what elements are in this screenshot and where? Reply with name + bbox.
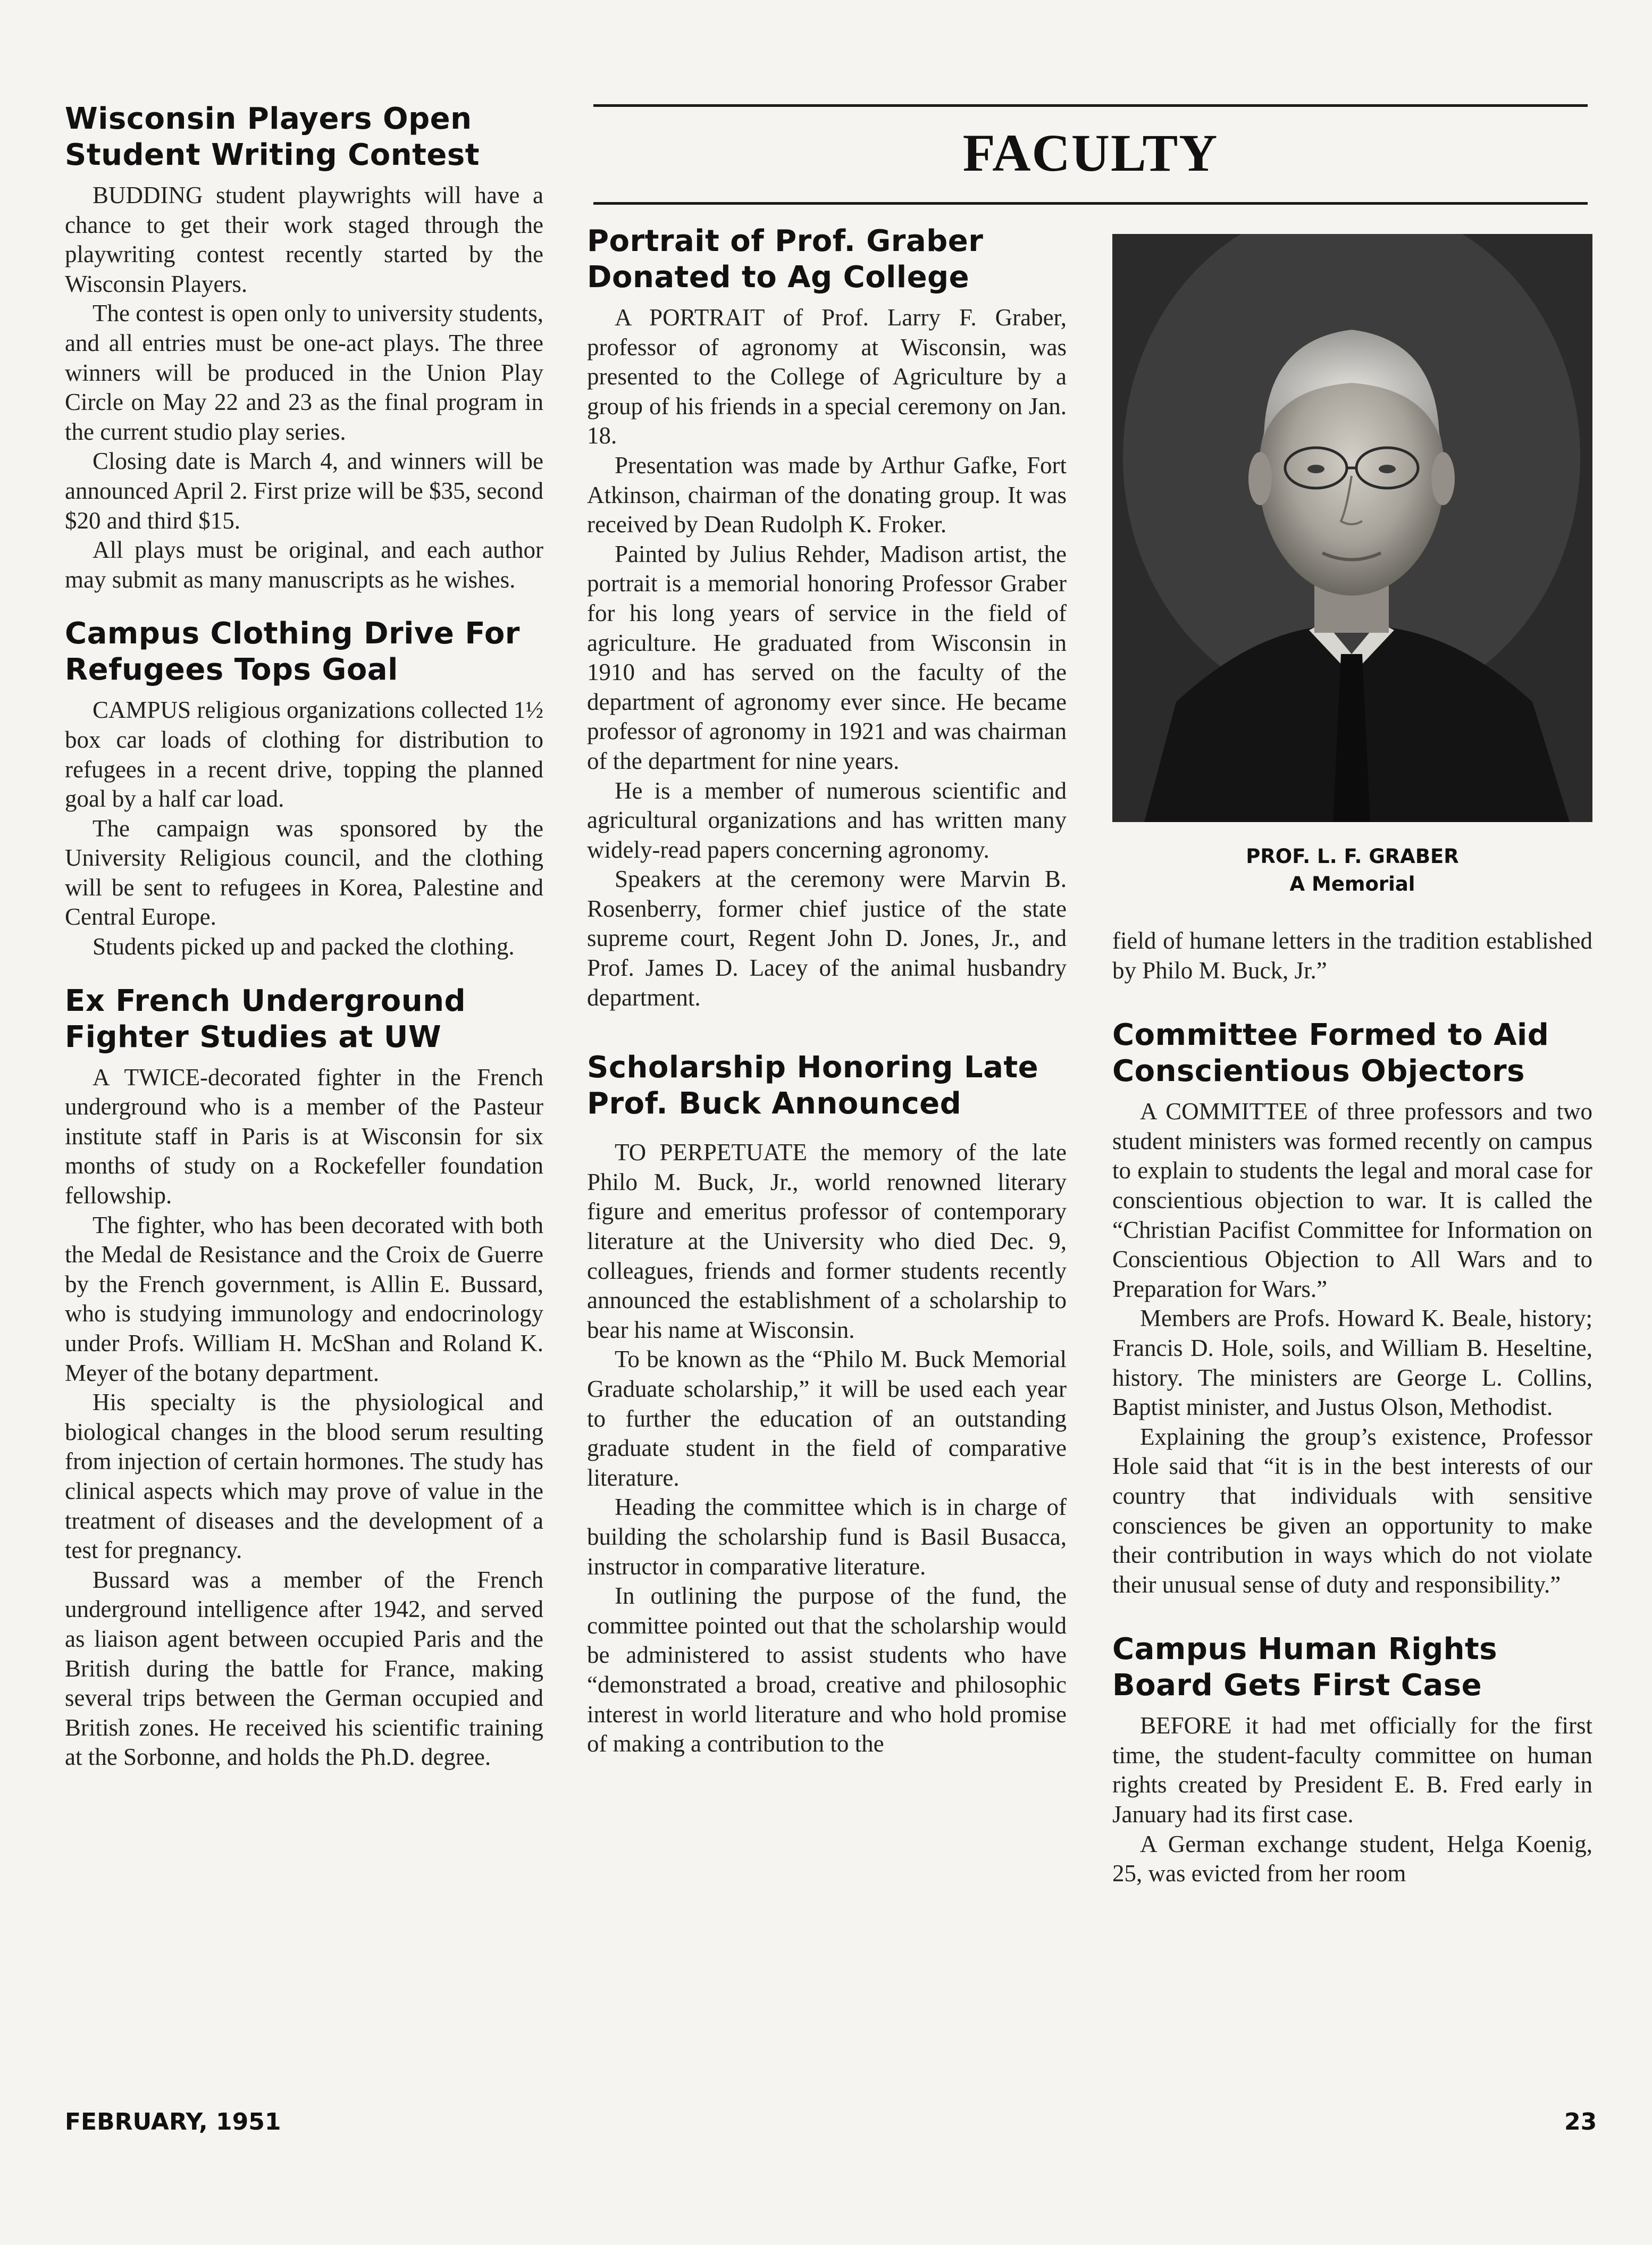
paragraph: TO PERPETUATE the memory of the late Philo M. Buck, Jr., world renowned literary figure and emeritus professor of contemporary literature at the University who died Dec. 9, colleagues, friends and former students recently announced the establishment of a scholarship to bear his name at Wisconsin. [587,1139,1067,1343]
paragraph: Painted by Julius Rehder, Madison artist, the portrait is a memorial honoring Professor Graber for his long years of service in the field of agriculture. He graduated from Wisconsin in 1910 and has served on the faculty of the department of agronomy ever since. He became professor of agronomy in 1921 and was chairman of the department for nine years. [587,540,1067,774]
portrait-illustration [1112,234,1592,822]
paragraph: Presentation was made by Arthur Gafke, Fort Atkinson, chairman of the donating group. It was received by Dean Rudolph K. Froker. [587,451,1067,538]
paragraph: Closing date is March 4, and winners will be announced April 2. First prize will be $35, second $20 and third $15. [65,448,543,534]
paragraph: Bussard was a member of the French underground intelligence after 1942, and served as liaison agent between occupied Paris and the British during the battle for France, making several trips between the German occupied and British zones. He received his scientific training at the Sorbonne, and holds the Ph.D. degree. [65,1566,543,1771]
paragraph: He is a member of numerous scientific and agricultural organizations and has written many widely-read papers concerning agronomy. [587,777,1067,863]
paragraph: BUDDING student playwrights will have a chance to get their work staged through the playwriting contest recently started by the Wisconsin Players. [65,182,543,297]
article-buck-scholarship [587,1050,1067,1758]
paragraph: The contest is open only to university students, and all entries must be one-act plays. The three winners will be produced in the Union Play Circle on May 22 and 23 as the final program in the current studio play series. [65,300,543,445]
article-clothing-drive [65,616,543,961]
paragraph: A PORTRAIT of Prof. Larry F. Graber, professor of agronomy at Wisconsin, was presented to the College of Agriculture by a group of his friends in a special ceremony on Jan. 18. [587,304,1067,449]
paragraph: Members are Profs. Howard K. Beale, history; Francis D. Hole, soils, and William B. Heseltine, history. The ministers are George L. Collins, Baptist minister, and Justus Olson, Methodist. [1112,1305,1592,1421]
headline: Portrait of Prof. Graber Donated to Ag College [587,224,984,295]
paragraph: Students picked up and packed the clothing. [93,933,515,960]
headline: Campus Human Rights Board Gets First Case [1112,1632,1498,1703]
section-rule-bottom [593,202,1588,205]
article-writing-contest [65,101,543,594]
article-human-rights-board [1112,1631,1592,1889]
headline: Ex French Underground Fighter Studies at UW [65,983,466,1054]
paragraph: Explaining the group’s existence, Professor Hole said that “it is in the best interests of our country that individuals with sensitive consciences be given an opportunity to make their contribution in ways which do not violate their unusual sense of duty and responsibility.” [1112,1423,1592,1598]
article-continuation [1112,926,1592,985]
paragraph: Heading the committee which is in charge of building the scholarship fund is Basil Busacca, instructor in comparative literature. [587,1494,1067,1580]
headline: Campus Clothing Drive For Refugees Tops Goal [65,616,520,688]
article-french-underground [65,983,543,1772]
page-number: 23 [1564,2108,1597,2135]
middle-column [587,223,1067,1780]
left-column [65,101,543,1794]
paragraph: field of humane letters in the tradition established by Philo M. Buck, Jr.” [1112,927,1592,984]
caption-subtitle: A Memorial [1289,873,1415,895]
paragraph: All plays must be original, and each author may submit as many manuscripts as he wishes. [65,537,543,593]
paragraph: The fighter, who has been decorated with both the Medal de Resistance and the Croix de Guerre by the French government, is Allin E. Bussard, who is studying immunology and endocrinology under Profs. William H. McShan and Roland K. Meyer of the botany department. [65,1211,543,1386]
paragraph: CAMPUS religious organizations collected 1½ box car loads of clothing for distribution to refugees in a recent drive, topping the planned goal by a half car load. [65,697,543,812]
portrait-photo [1112,234,1592,822]
paragraph: BEFORE it had met officially for the first time, the student-faculty committee on human rights created by President E. B. Fred early in January had its first case. [1112,1712,1592,1828]
paragraph: A German exchange student, Helga Koenig, 25, was evicted from her room [1112,1830,1592,1887]
headline: Scholarship Honoring Late Prof. Buck Announced [587,1050,1039,1121]
section-rule-top [593,104,1588,107]
photo-caption [1112,843,1592,898]
headline: Wisconsin Players Open Student Writing Contest [65,102,480,172]
right-column [1112,926,1592,1910]
paragraph: In outlining the purpose of the fund, the committee pointed out that the scholarship would be administered to assist students who have “demonstrated a broad, creative and philosophic interest in world literature and who hold promise of making a contribution to the [587,1582,1067,1757]
paragraph: To be known as the “Philo M. Buck Memorial Graduate scholarship,” it will be used each year to further the education of an outstanding graduate student in the field of comparative literature. [587,1346,1067,1491]
article-graber-portrait [587,223,1067,1012]
paragraph: Speakers at the ceremony were Marvin B. Rosenberry, former chief justice of the state supreme court, Regent John D. Jones, Jr., and Prof. James D. Lacey of the animal husbandry department. [587,866,1067,1011]
paragraph: His specialty is the physiological and biological changes in the blood serum resulting from injection of certain hormones. The study has clinical aspects which may prove of value in the treatment of diseases and the development of a test for pregnancy. [65,1389,543,1564]
headline: Committee Formed to Aid Conscientious Objectors [1112,1018,1549,1089]
caption-name: PROF. L. F. GRABER [1246,845,1459,868]
paragraph: A TWICE-decorated fighter in the French underground who is a member of the Pasteur institute staff in Paris is at Wisconsin for six months of study on a Rockefeller foundation fellowship. [65,1063,543,1209]
section-title: FACULTY [962,123,1219,182]
paragraph: The campaign was sponsored by the University Religious council, and the clothing will be sent to refugees in Korea, Palestine and Central Europe. [65,815,543,931]
article-conscientious-objectors [1112,1017,1592,1599]
paragraph: A COMMITTEE of three professors and two student ministers was formed recently on campus to explain to students the legal and moral case for conscientious objection to war. It is called the “Christian Pacifist Committee for Information on Conscientious Objection to All Wars and to Preparation for Wars.” [1112,1098,1592,1302]
footer-date: FEBRUARY, 1951 [65,2108,281,2135]
